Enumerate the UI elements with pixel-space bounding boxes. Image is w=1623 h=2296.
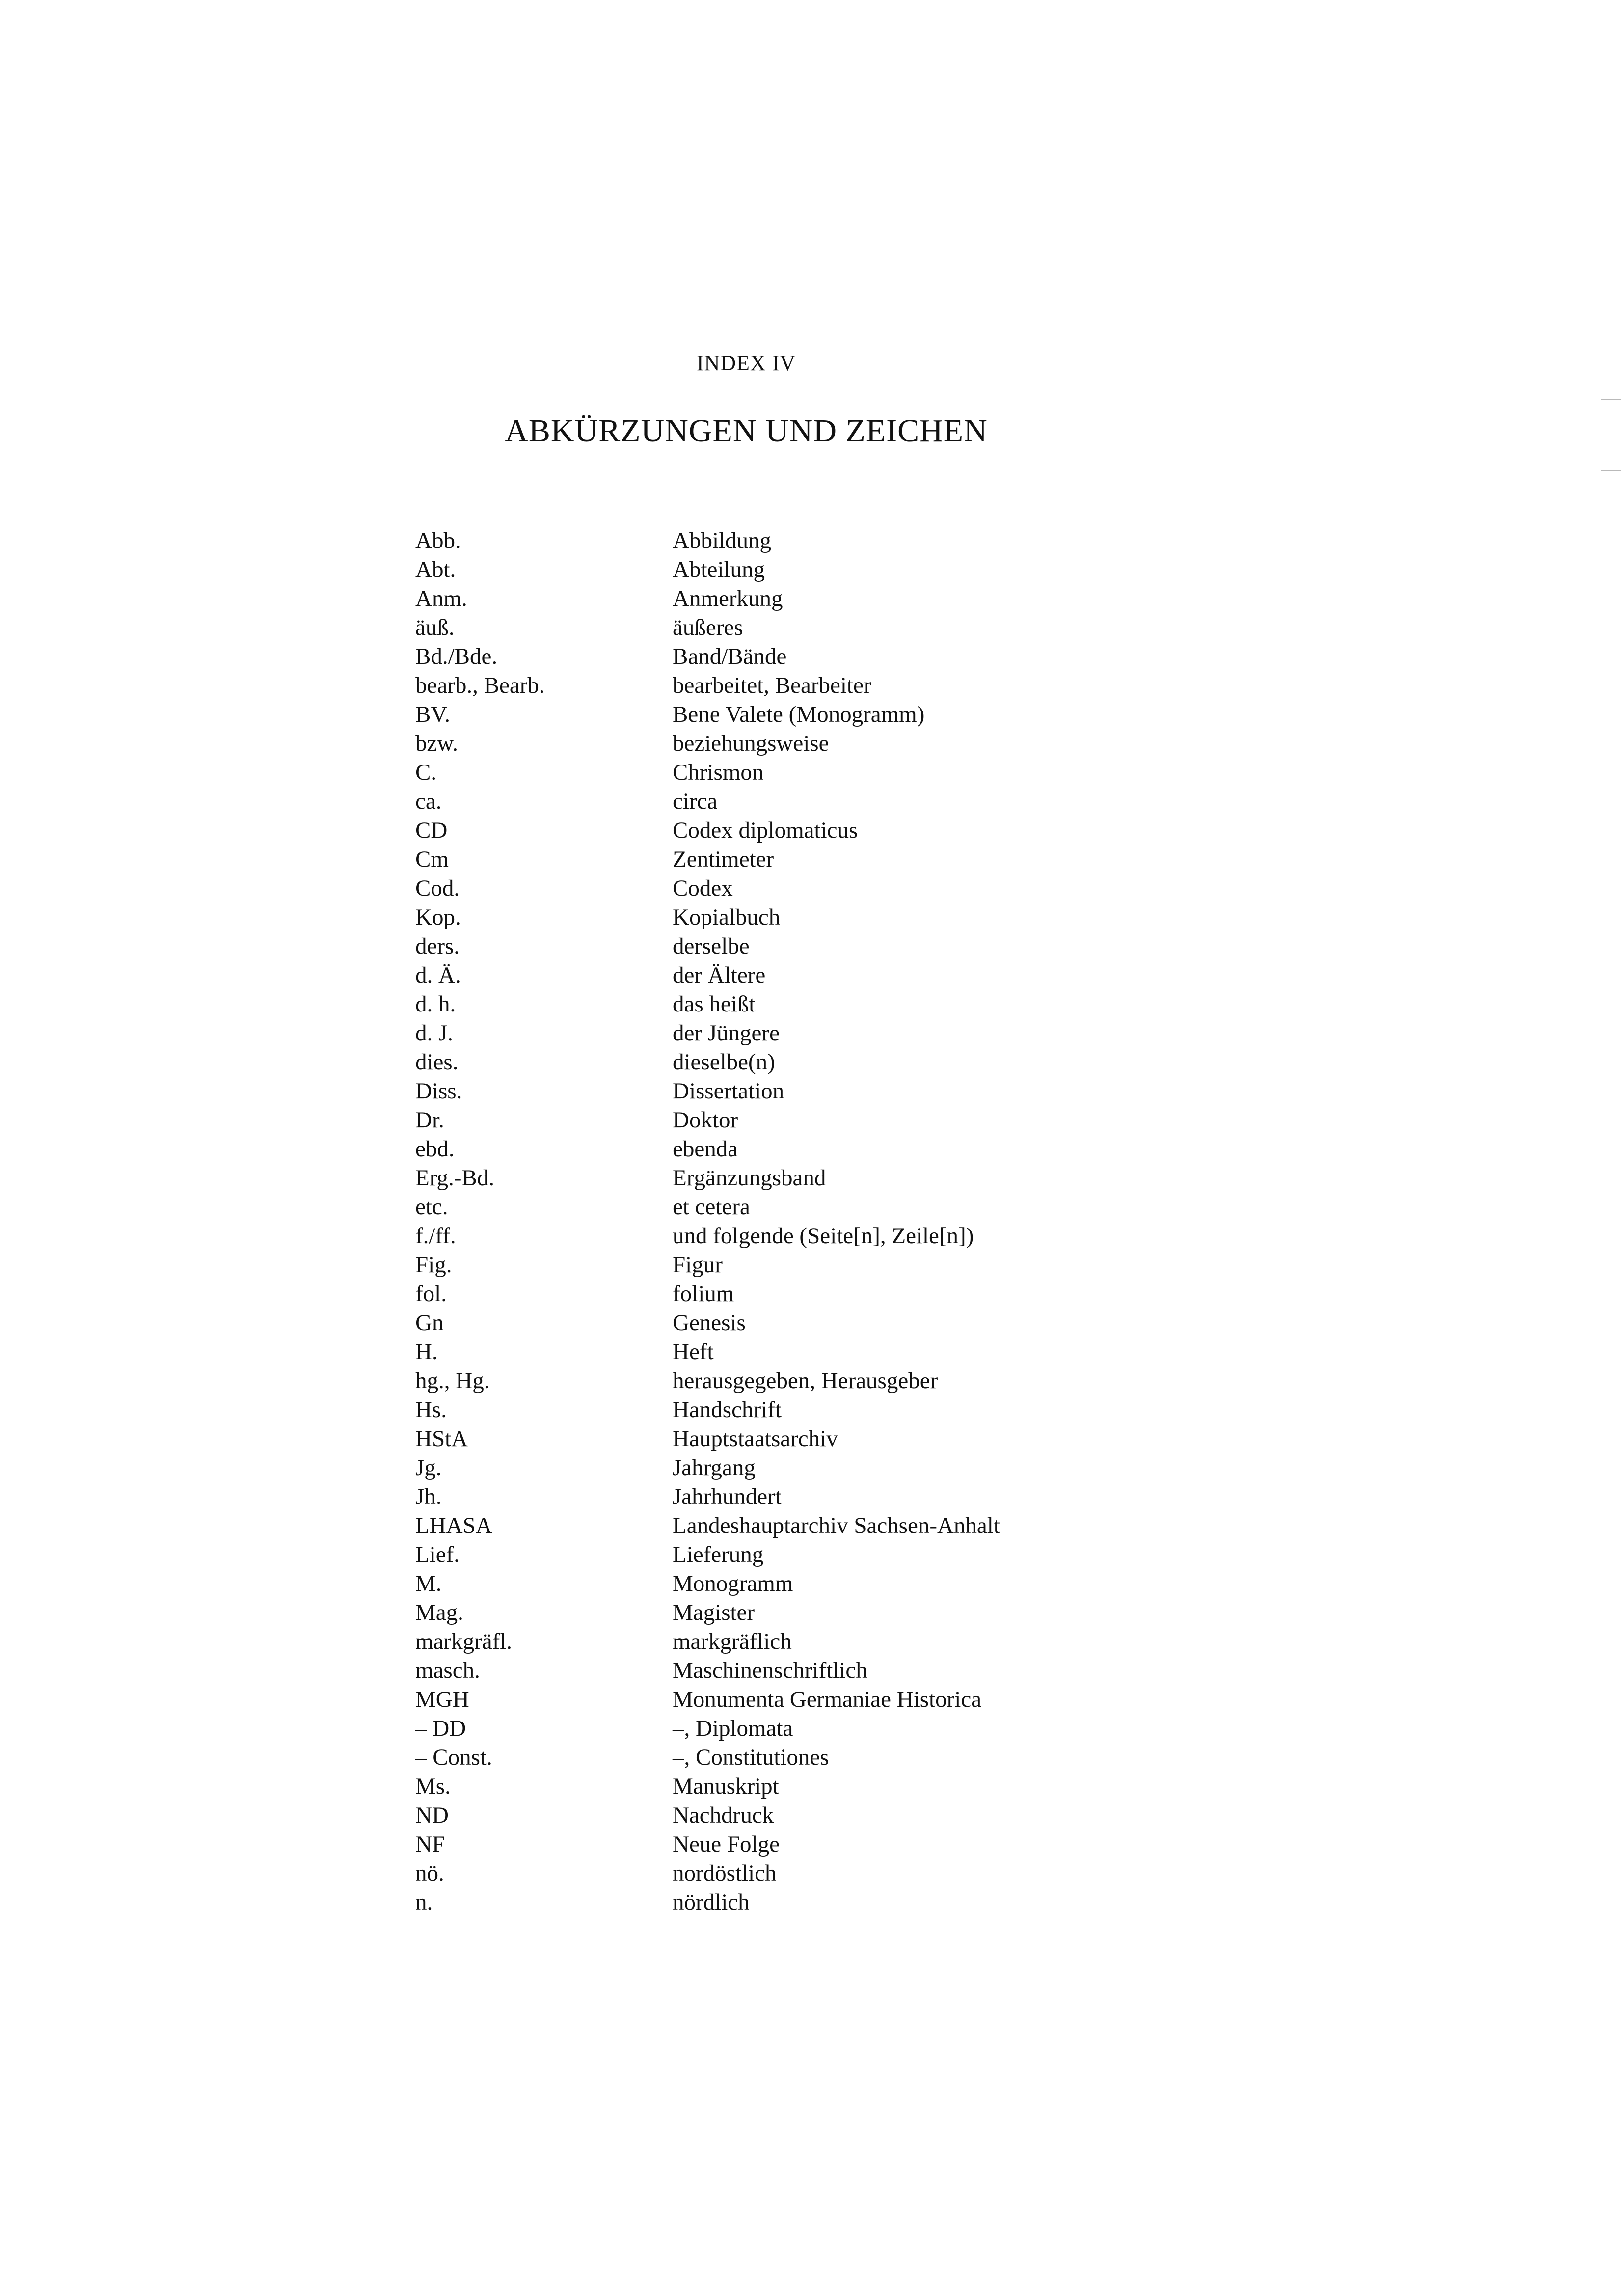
abbreviation-definition: Codex <box>673 875 733 901</box>
abbreviation-definition: Abbildung <box>673 528 772 553</box>
abbreviation-row <box>415 874 1103 903</box>
abbreviation-row <box>415 758 1103 787</box>
abbreviation-term: Anm. <box>415 586 467 611</box>
scan-artifact-mark <box>1601 470 1621 471</box>
abbreviation-definition: Band/Bände <box>673 644 787 669</box>
abbreviation-term: C. <box>415 760 437 785</box>
abbreviation-definition: Magister <box>673 1600 755 1625</box>
abbreviation-definition: Nachdruck <box>673 1803 774 1828</box>
abbreviation-term: nö. <box>415 1860 444 1886</box>
abbreviation-term: etc. <box>415 1194 448 1220</box>
abbreviation-definition: Chrismon <box>673 760 764 785</box>
abbreviation-term: äuß. <box>415 615 455 640</box>
abbreviation-row <box>415 613 1103 642</box>
abbreviation-definition: Maschinenschriftlich <box>673 1658 867 1683</box>
abbreviation-term: MGH <box>415 1687 469 1712</box>
abbreviation-term: Mag. <box>415 1600 463 1625</box>
abbreviation-term: Gn <box>415 1310 444 1336</box>
abbreviation-definition: Heft <box>673 1339 714 1365</box>
abbreviation-term: Abt. <box>415 557 456 582</box>
abbreviation-row <box>415 1540 1103 1569</box>
abbreviation-term: ND <box>415 1803 449 1828</box>
abbreviation-row <box>415 932 1103 961</box>
abbreviation-term: d. h. <box>415 991 456 1017</box>
abbreviation-definition: Anmerkung <box>673 586 783 611</box>
index-label: INDEX IV <box>696 351 796 375</box>
abbreviation-term: d. Ä. <box>415 962 461 988</box>
abbreviation-term: – Const. <box>415 1745 492 1770</box>
abbreviation-term: Jg. <box>415 1455 442 1480</box>
abbreviation-row <box>415 990 1103 1019</box>
abbreviation-row <box>415 1164 1103 1193</box>
abbreviation-definition: Jahrhundert <box>673 1484 782 1509</box>
abbreviation-row <box>415 1801 1103 1830</box>
abbreviation-definition: der Jüngere <box>673 1020 780 1046</box>
abbreviation-term: ebd. <box>415 1136 455 1162</box>
abbreviation-definition: Jahrgang <box>673 1455 756 1480</box>
abbreviation-row <box>415 1743 1103 1772</box>
abbreviation-definition: nordöstlich <box>673 1860 777 1886</box>
abbreviation-row <box>415 1338 1103 1367</box>
abbreviation-term: f./ff. <box>415 1223 456 1249</box>
abbreviation-definition: Genesis <box>673 1310 746 1336</box>
abbreviation-definition: Kopialbuch <box>673 904 781 930</box>
abbreviation-definition: Doktor <box>673 1107 738 1133</box>
abbreviation-term: – DD <box>415 1716 466 1741</box>
abbreviation-row <box>415 1830 1103 1859</box>
abbreviation-row <box>415 1280 1103 1309</box>
abbreviation-term: M. <box>415 1571 442 1596</box>
abbreviation-definition: Abteilung <box>673 557 765 582</box>
abbreviation-term: Abb. <box>415 528 461 553</box>
abbreviation-term: Dr. <box>415 1107 444 1133</box>
scan-artifact-mark <box>1601 399 1621 400</box>
abbreviation-row <box>415 1193 1103 1222</box>
abbreviation-row <box>415 1251 1103 1280</box>
abbreviation-definition: Dissertation <box>673 1078 784 1104</box>
abbreviation-row <box>415 642 1103 671</box>
abbreviation-row <box>415 1019 1103 1048</box>
abbreviation-row <box>415 1077 1103 1106</box>
abbreviation-term: Ms. <box>415 1774 451 1799</box>
abbreviation-row <box>415 526 1103 555</box>
abbreviation-row <box>415 1627 1103 1656</box>
abbreviation-term: d. J. <box>415 1020 454 1046</box>
abbreviation-term: Cm <box>415 847 449 872</box>
abbreviation-row <box>415 1598 1103 1627</box>
abbreviation-definition: Handschrift <box>673 1397 782 1422</box>
abbreviation-term: ca. <box>415 789 442 814</box>
abbreviation-definition: der Ältere <box>673 962 766 988</box>
abbreviation-term: bzw. <box>415 731 459 756</box>
abbreviation-row <box>415 671 1103 700</box>
abbreviation-row <box>415 1048 1103 1077</box>
abbreviation-definition: –, Diplomata <box>673 1716 793 1741</box>
abbreviation-term: LHASA <box>415 1513 492 1538</box>
abbreviation-row <box>415 1772 1103 1801</box>
abbreviation-term: CD <box>415 818 448 843</box>
abbreviation-definition: ebenda <box>673 1136 738 1162</box>
abbreviation-row <box>415 1309 1103 1338</box>
abbreviation-term: NF <box>415 1831 445 1857</box>
abbreviation-term: HStA <box>415 1426 468 1451</box>
abbreviation-row <box>415 1685 1103 1714</box>
abbreviation-definition: Zentimeter <box>673 847 774 872</box>
abbreviation-row <box>415 1714 1103 1743</box>
abbreviation-definition: Ergänzungsband <box>673 1165 826 1191</box>
abbreviation-term: fol. <box>415 1281 447 1307</box>
abbreviation-term: BV. <box>415 702 450 727</box>
abbreviation-term: ders. <box>415 933 460 959</box>
abbreviation-row <box>415 816 1103 845</box>
abbreviation-term: Erg.-Bd. <box>415 1165 495 1191</box>
abbreviation-definition: Bene Valete (Monogramm) <box>673 702 925 727</box>
abbreviation-definition: Monumenta Germaniae Historica <box>673 1687 982 1712</box>
abbreviation-row <box>415 903 1103 932</box>
abbreviation-definition: circa <box>673 789 718 814</box>
abbreviation-definition: dieselbe(n) <box>673 1049 775 1075</box>
abbreviation-definition: Codex diplomaticus <box>673 818 858 843</box>
abbreviation-term: Bd./Bde. <box>415 644 498 669</box>
abbreviation-term: Hs. <box>415 1397 447 1422</box>
abbreviation-row <box>415 1859 1103 1888</box>
abbreviation-term: masch. <box>415 1658 480 1683</box>
abbreviation-row <box>415 700 1103 729</box>
abbreviation-row <box>415 1222 1103 1251</box>
abbreviation-row <box>415 787 1103 816</box>
abbreviation-row <box>415 1424 1103 1453</box>
abbreviation-term: markgräfl. <box>415 1629 513 1654</box>
abbreviation-definition: Manuskript <box>673 1774 779 1799</box>
page-title: ABKÜRZUNGEN UND ZEICHEN <box>505 413 988 449</box>
abbreviation-definition: Monogramm <box>673 1571 793 1596</box>
abbreviation-definition: Hauptstaatsarchiv <box>673 1426 838 1451</box>
abbreviation-definition: bearbeitet, Bearbeiter <box>673 673 871 698</box>
abbreviation-row <box>415 555 1103 584</box>
abbreviation-definition: derselbe <box>673 933 750 959</box>
abbreviation-row <box>415 1482 1103 1511</box>
abbreviation-definition: und folgende (Seite[n], Zeile[n]) <box>673 1223 974 1249</box>
abbreviation-list <box>415 526 1103 1917</box>
abbreviation-row <box>415 845 1103 874</box>
abbreviation-definition: Figur <box>673 1252 723 1278</box>
abbreviation-row <box>415 1106 1103 1135</box>
abbreviation-definition: Neue Folge <box>673 1831 780 1857</box>
abbreviation-row <box>415 1888 1103 1917</box>
abbreviation-definition: beziehungsweise <box>673 731 829 756</box>
abbreviation-definition: –, Constitutiones <box>673 1745 829 1770</box>
abbreviation-term: H. <box>415 1339 438 1365</box>
abbreviation-term: dies. <box>415 1049 459 1075</box>
abbreviation-row <box>415 1367 1103 1395</box>
abbreviation-row <box>415 1453 1103 1482</box>
abbreviation-row <box>415 729 1103 758</box>
abbreviation-definition: das heißt <box>673 991 756 1017</box>
abbreviation-term: Diss. <box>415 1078 462 1104</box>
abbreviation-row <box>415 584 1103 613</box>
abbreviation-term: Kop. <box>415 904 461 930</box>
abbreviation-definition: Landeshauptarchiv Sachsen-Anhalt <box>673 1513 1000 1538</box>
abbreviation-term: Jh. <box>415 1484 442 1509</box>
abbreviation-definition: et cetera <box>673 1194 750 1220</box>
abbreviation-term: Fig. <box>415 1252 452 1278</box>
abbreviation-definition: Lieferung <box>673 1542 764 1567</box>
abbreviation-row <box>415 1569 1103 1598</box>
abbreviation-row <box>415 961 1103 990</box>
abbreviation-term: bearb., Bearb. <box>415 673 545 698</box>
abbreviation-row <box>415 1135 1103 1164</box>
abbreviation-row <box>415 1395 1103 1424</box>
abbreviation-definition: folium <box>673 1281 734 1307</box>
abbreviation-term: Cod. <box>415 875 460 901</box>
abbreviation-term: n. <box>415 1889 433 1915</box>
abbreviation-row <box>415 1511 1103 1540</box>
abbreviation-definition: nördlich <box>673 1889 750 1915</box>
abbreviation-term: hg., Hg. <box>415 1368 490 1394</box>
abbreviation-term: Lief. <box>415 1542 460 1567</box>
abbreviation-definition: äußeres <box>673 615 743 640</box>
abbreviation-definition: herausgegeben, Herausgeber <box>673 1368 938 1394</box>
abbreviation-definition: markgräflich <box>673 1629 792 1654</box>
abbreviation-row <box>415 1656 1103 1685</box>
